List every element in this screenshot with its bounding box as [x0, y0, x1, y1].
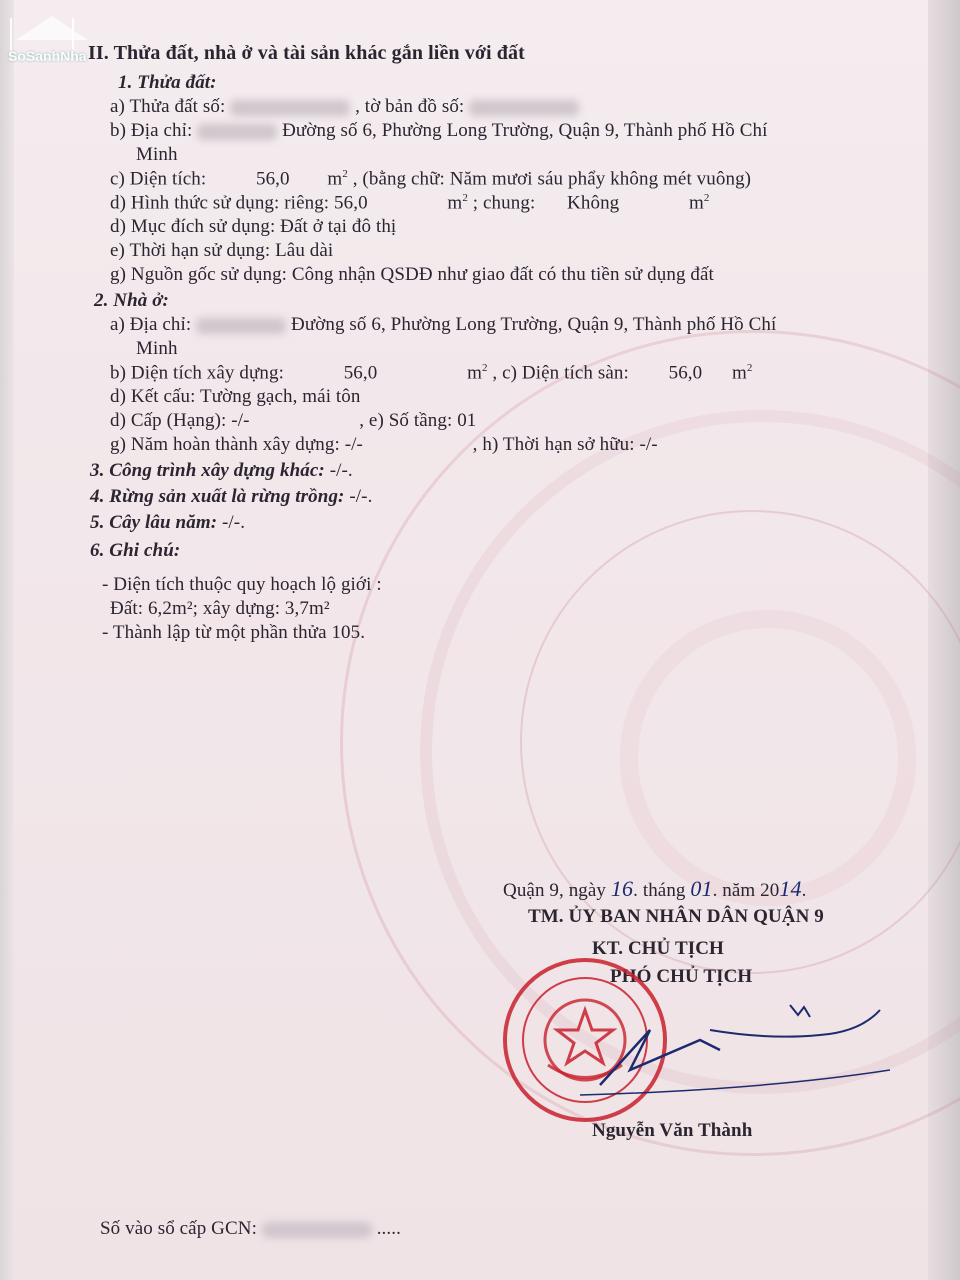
- redacted-parcel: [230, 100, 350, 116]
- forest-line: 4. Rừng sản xuất là rừng trồng: -/-.: [90, 486, 373, 507]
- note-1: - Diện tích thuộc quy hoạch lộ giới :: [102, 574, 382, 595]
- place-date: Quận 9, ngày 16. tháng 01. năm 2014.: [503, 876, 807, 901]
- handwritten-signature: [560, 990, 890, 1100]
- other-construction: 3. Công trình xây dựng khác: -/-.: [90, 460, 353, 481]
- role-acting-chair: KT. CHỦ TỊCH: [592, 938, 724, 959]
- land-heading: 1. Thửa đất:: [118, 72, 217, 93]
- land-address-cont: Minh: [136, 144, 178, 165]
- redacted-house-address: [196, 318, 286, 334]
- land-term: e) Thời hạn sử dụng: Lâu dài: [110, 240, 334, 261]
- section-title: II. Thửa đất, nhà ở và tài sản khác gắn liền với đất: [88, 42, 525, 64]
- date-year: 14: [779, 876, 802, 901]
- redacted-address: [197, 124, 277, 140]
- land-area-line: c) Diện tích: 56,0 $m^2$ , (bằng chữ: Năm mươi sáu phẩy không mét vuông): [110, 168, 752, 190]
- house-grade-line: d) Cấp (Hạng): -/- , e) Số tầng: 01: [110, 410, 477, 431]
- land-parcel-line: a) Thửa đất số: , tờ bản đồ số:: [110, 96, 579, 118]
- watermark-text: SoSanhNha: [8, 48, 87, 64]
- land-address-line: b) Địa chỉ: Đường số 6, Phường Long Trường, Quận 9, Thành phố Hồ Chí: [110, 120, 768, 141]
- registry-line: Số vào sổ cấp GCN: .....: [100, 1218, 401, 1239]
- note-2: - Thành lập từ một phần thửa 105.: [102, 622, 366, 643]
- trees-line: 5. Cây lâu năm: -/-.: [90, 512, 246, 533]
- house-address-line: a) Địa chỉ: Đường số 6, Phường Long Trường, Quận 9, Thành phố Hồ Chí: [110, 314, 777, 335]
- watermark-logo: [0, 0, 90, 80]
- land-usage-form: d) Hình thức sử dụng: riêng: 56,0 $m^2$ ; chung: Không $m^2$: [110, 192, 710, 214]
- notes-heading: 6. Ghi chú:: [90, 540, 181, 561]
- land-purpose: d) Mục đích sử dụng: Đất ở tại đô thị: [110, 216, 397, 237]
- house-area-line: b) Diện tích xây dựng: 56,0 $m^2$ , c) Diện tích sàn: 56,0 $m^2$: [110, 362, 753, 384]
- house-year-line: g) Năm hoàn thành xây dựng: -/- , h) Thời hạn sở hữu: -/-: [110, 434, 658, 455]
- role-vice-chair: PHÓ CHỦ TỊCH: [610, 966, 753, 987]
- drum-pattern-core: [620, 610, 916, 906]
- authority: TM. ỦY BAN NHÂN DÂN QUẬN 9: [528, 906, 824, 927]
- house-heading: 2. Nhà ở:: [94, 290, 169, 311]
- land-origin: g) Nguồn gốc sử dụng: Công nhận QSDĐ như giao đất có thu tiền sử dụng đất: [110, 264, 714, 285]
- note-1-detail: Đất: 6,2m²; xây dựng: 3,7m²: [110, 598, 330, 619]
- left-edge: [0, 0, 14, 1280]
- signer-name: Nguyễn Văn Thành: [592, 1120, 753, 1141]
- date-month: 01: [690, 876, 713, 901]
- redacted-registry: [262, 1222, 372, 1238]
- date-day: 16: [610, 876, 634, 901]
- redacted-map: [469, 100, 579, 116]
- house-address-cont: Minh: [136, 338, 178, 359]
- house-structure: d) Kết cấu: Tường gạch, mái tôn: [110, 386, 361, 407]
